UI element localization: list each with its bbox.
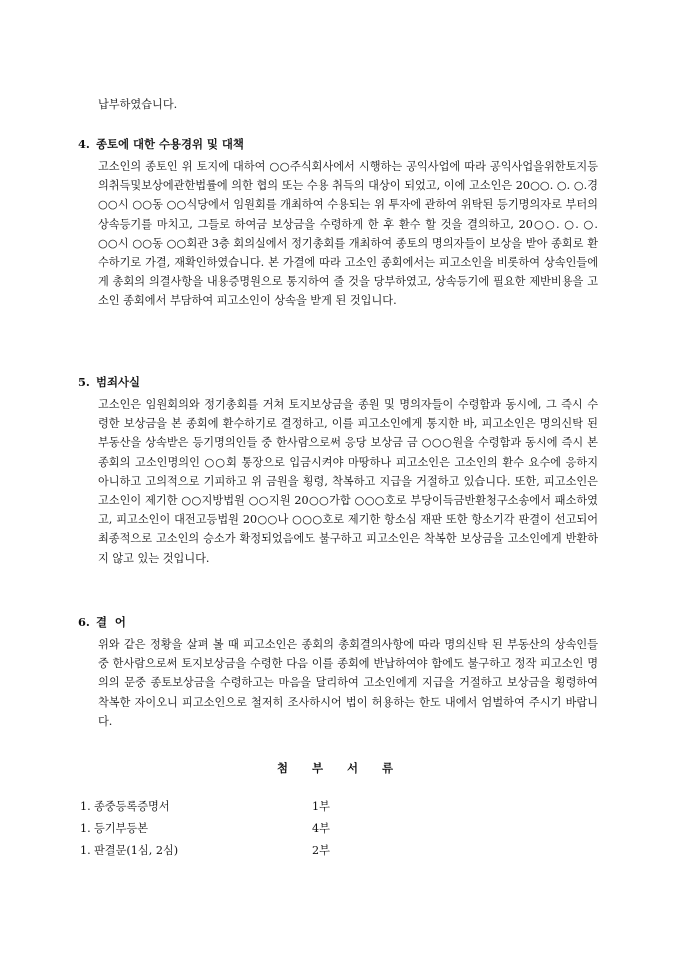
attachments-title: 첨 부 서 류 [277, 761, 403, 775]
attachment-item [80, 798, 352, 820]
attachment-count: 1부 [312, 800, 330, 813]
attachment-number: 1. [80, 844, 91, 857]
section-heading [78, 614, 598, 631]
section-title: 범죄사실 [96, 375, 141, 389]
section-acquisition [78, 136, 598, 311]
section-body [98, 635, 598, 731]
attachment-count: 2부 [312, 844, 330, 857]
attachment-count: 4부 [312, 822, 330, 835]
section-heading [78, 374, 598, 391]
section-conclusion [78, 614, 598, 731]
section-number: 5. [78, 375, 90, 389]
attachment-item [80, 820, 352, 842]
section-title: 결 어 [96, 615, 126, 629]
section-paragraph: 고소인은 임원회의와 정기총회를 거쳐 토지보상금을 종원 및 명의자들이 수령함과 동시에, 그 즉시 수령한 보상금을 본 종회에 환수하기로 결정하고, 이를 피고소인에게 통지한 바, 피고소인은 명의신탁 된 부동산을 상속받은 등기명의인들 중 한사람으로써 응당 보상금 금 ○○○원을 수령함과 동시에 즉시 본 종회의 고소인명의인 ○○회 통장으로 입금시켜야 마땅하나 피고소인은 고소인의 환수 요수에 응하지 아니하고 고의적으로 기피하고 위 금원을 횡령, 착복하고 지급을 거절하고 있습니다. 또한, 피고소인은 고소인이 제기한 ○○지방법원 ○○지원 20○○가합 ○○○호로 부당이득금반환청구소송에서 패소하였고, 피고소인이 대전고등법원 20○○나 ○○○호로 제기한 항소심 재판 또한 항소기각 판결이 선고되어 최종적으로 고소인의 승소가 확정되었음에도 불구하고 피고소인은 착복한 보상금을 고소인에게 반환하지 않고 있는 것입니다. [98, 398, 598, 565]
attachment-name: 등기부등본 [94, 822, 149, 835]
lead-text: 납부하였습니다. [98, 98, 178, 111]
attachment-name: 판결문(1심, 2심) [94, 844, 179, 857]
section-paragraph: 위와 같은 정황을 살펴 볼 때 피고소인은 종회의 총회결의사항에 따라 명의신탁 된 부동산의 상속인들 중 한사람으로써 토지보상금을 수령한 다음 이를 종회에 반납하여야 함에도 불구하고 정작 피고소인 명의의 문중 종토보상금을 수령하고는 마음을 달리하여 고소인에게 지급을 거절하고 보상금을 횡령하여 착복한 자이오니 피고소인으로 철저히 조사하시어 법이 허용하는 한도 내에서 엄벌하여 주시기 바랍니다. [98, 638, 598, 728]
section-body [98, 395, 598, 568]
section-title: 종토에 대한 수용경위 및 대책 [96, 137, 244, 151]
section-body [98, 157, 598, 311]
attachment-name: 종중등록증명서 [94, 800, 170, 813]
attachment-number: 1. [80, 822, 91, 835]
section-number: 6. [78, 615, 90, 629]
section-heading [78, 136, 598, 153]
section-number: 4. [78, 137, 90, 151]
section-paragraph: 고소인의 종토인 위 토지에 대하여 ○○주식회사에서 시행하는 공익사업에 따라 공익사업을위한토지등의취득및보상에관한법률에 의한 협의 또는 수용 취득의 대상이 되었고, 이에 고소인은 20○○. ○. ○.경 ○○시 ○○동 ○○식당에서 임원회를 개최하여 수용되는 위 투자에 관하여 위탁된 등기명의자로 부터의 상속등기를 마치고, 그들로 하여금 보상금을 수령하게 한 후 환수 할 것을 결의하고, 20○○. ○. ○. ○○시 ○○동 ○○회관 3층 회의실에서 정기총회를 개최하여 종토의 명의자들이 보상을 받아 종회로 환수하기로 가결, 재확인하였습니다. 본 가결에 따라 고소인 종회에서는 피고소인을 비롯하여 상속인들에게 총회의 의결사항을 내용증명원으로 통지하여 줄 것을 당부하였고, 상속등기에 필요한 제반비용을 고소인 종회에서 부담하여 피고소인이 상속을 받게 된 것입니다. [98, 160, 598, 308]
attachment-number: 1. [80, 800, 91, 813]
attachments-list [80, 798, 352, 864]
section-crime-facts [78, 374, 598, 568]
attachment-item [80, 842, 352, 864]
